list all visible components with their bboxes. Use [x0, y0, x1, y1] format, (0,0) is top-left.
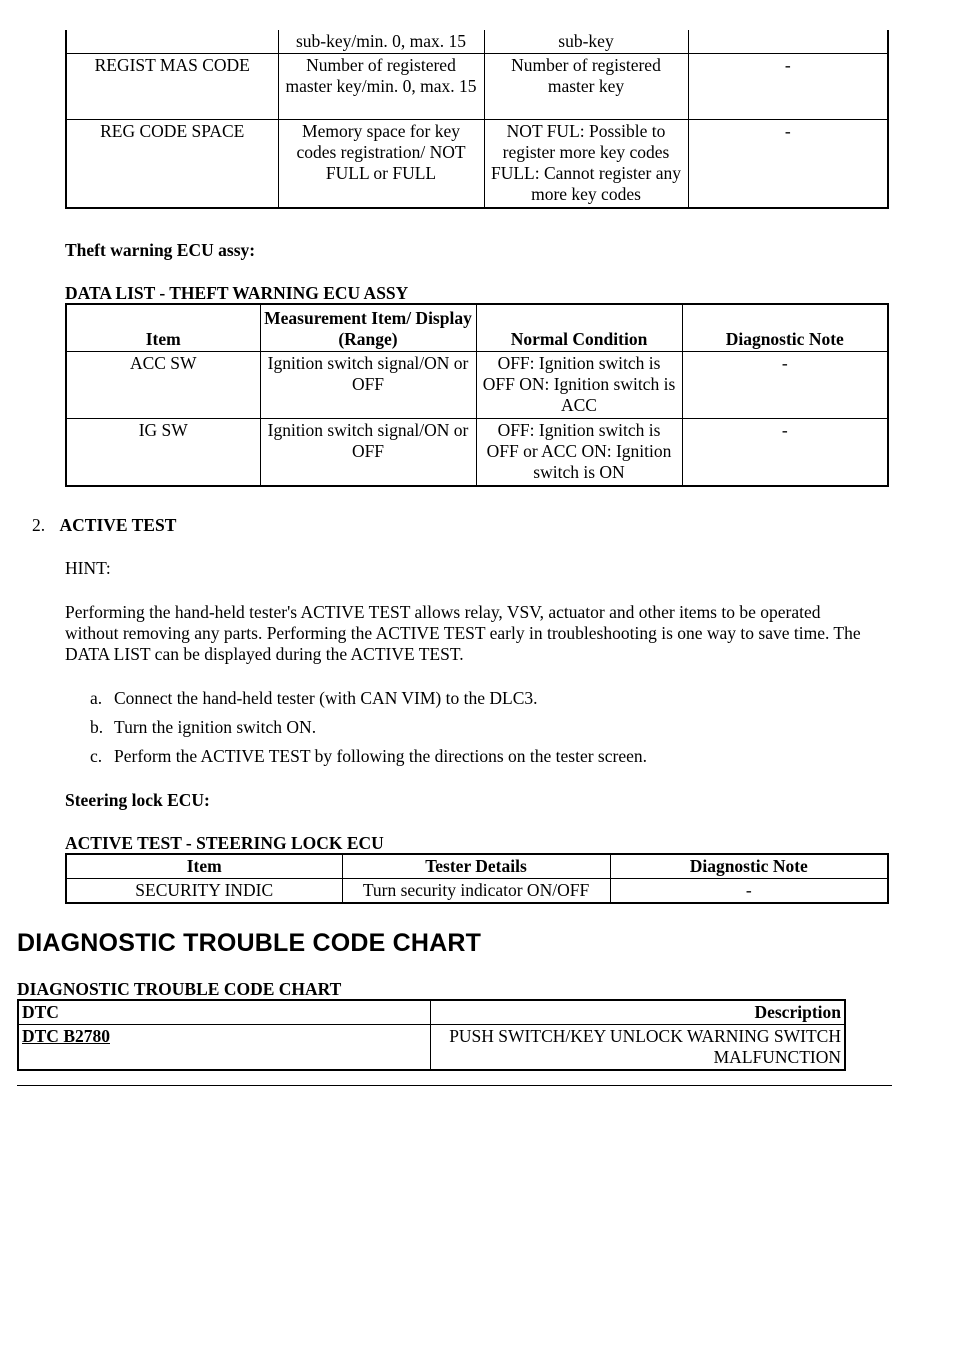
theft-ecu-heading: Theft warning ECU assy:	[65, 240, 256, 260]
table-cell: REGIST MAS CODE	[66, 54, 278, 120]
table-row	[66, 120, 888, 209]
table-cell: -	[745, 880, 752, 900]
dtc-chart-heading: DIAGNOSTIC TROUBLE CODE CHART	[17, 929, 482, 957]
table-cell: Number of registered master key/min. 0, max. 15	[278, 54, 484, 120]
steering-ecu-heading: Steering lock ECU:	[65, 790, 210, 810]
table-cell: Ignition switch signal/ON or OFF	[260, 419, 476, 487]
table-cell: -	[784, 121, 791, 141]
table-cell: sub-key	[484, 30, 688, 54]
table-cell: NOT FUL: Possible to register more key codes FULL: Cannot register any more key codes	[484, 120, 688, 209]
table-header-row	[18, 1000, 845, 1025]
table-cell: Turn security indicator ON/OFF	[342, 879, 610, 904]
table-cell: PUSH SWITCH/KEY UNLOCK WARNING SWITCH MALFUNCTION	[449, 1026, 841, 1067]
column-header: Diagnostic Note	[610, 854, 888, 879]
active-test-heading	[32, 515, 176, 536]
list-text: Perform the ACTIVE TEST by following the directions on the tester screen.	[114, 746, 647, 766]
column-header: Item	[66, 304, 260, 352]
table-row	[66, 30, 888, 54]
column-header: Description	[430, 1000, 845, 1025]
table-cell: OFF: Ignition switch is OFF ON: Ignition switch is ACC	[476, 352, 682, 419]
table-header-row	[66, 304, 888, 352]
list-item	[90, 746, 647, 767]
list-text: Turn the ignition switch ON.	[114, 717, 317, 737]
list-text: Connect the hand-held tester (with CAN VIM) to the DLC3.	[114, 688, 538, 708]
dtc-table-caption: DIAGNOSTIC TROUBLE CODE CHART	[17, 979, 342, 999]
table-cell: Ignition switch signal/ON or OFF	[260, 352, 476, 419]
list-item	[90, 717, 647, 738]
table-cell: Memory space for key codes registration/ NOT FULL or FULL	[278, 120, 484, 209]
dtc-b2780-link[interactable]: DTC B2780	[22, 1026, 110, 1046]
table-cell: OFF: Ignition switch is OFF or ACC ON: Ignition switch is ON	[476, 419, 682, 487]
column-header: Diagnostic Note	[682, 304, 888, 352]
column-header: Tester Details	[342, 854, 610, 879]
steering-lock-active-test-table	[65, 853, 889, 904]
table-cell: REG CODE SPACE	[66, 120, 278, 209]
steering-table-caption: ACTIVE TEST - STEERING LOCK ECU	[65, 833, 384, 853]
table-header-row	[66, 854, 888, 879]
table-cell: -	[688, 54, 888, 120]
divider	[17, 1085, 892, 1086]
section-title: ACTIVE TEST	[59, 515, 177, 535]
hint-label: HINT:	[65, 558, 111, 578]
table-cell	[66, 30, 278, 54]
table-cell: ACC SW	[66, 352, 260, 419]
theft-table-caption: DATA LIST - THEFT WARNING ECU ASSY	[65, 283, 409, 303]
theft-warning-data-list-table	[65, 303, 889, 487]
table-row	[18, 1025, 845, 1071]
section-number: 2.	[32, 515, 46, 535]
hint-paragraph: Performing the hand-held tester's ACTIVE TEST allows relay, VSV, actuator and other items to be operated without removing any parts. Performing the ACTIVE TEST early in troubleshooting is one way to save time. The DATA LIST can be displayed during the ACTIVE TEST.	[65, 602, 861, 664]
table-row	[66, 352, 888, 419]
table-cell: SECURITY INDIC	[66, 879, 342, 904]
table-cell	[18, 1025, 430, 1071]
column-header: Measurement Item/ Display (Range)	[260, 304, 476, 352]
table-cell: Number of registered master key	[484, 54, 688, 120]
list-marker: b.	[90, 717, 104, 737]
table-cell: -	[682, 352, 888, 419]
table-row	[66, 419, 888, 487]
list-marker: c.	[90, 746, 103, 766]
table-row	[66, 879, 888, 904]
column-header: DTC	[18, 1000, 430, 1025]
column-header: Item	[66, 854, 342, 879]
table-cell: sub-key/min. 0, max. 15	[278, 30, 484, 54]
table-cell: IG SW	[66, 419, 260, 487]
dtc-chart-table	[17, 999, 846, 1071]
step-list	[90, 688, 647, 767]
list-item	[90, 688, 647, 709]
key-code-data-table	[65, 30, 889, 209]
table-cell: -	[781, 420, 788, 440]
table-row	[66, 54, 888, 120]
list-marker: a.	[90, 688, 103, 708]
column-header: Normal Condition	[476, 304, 682, 352]
table-cell	[688, 30, 888, 54]
